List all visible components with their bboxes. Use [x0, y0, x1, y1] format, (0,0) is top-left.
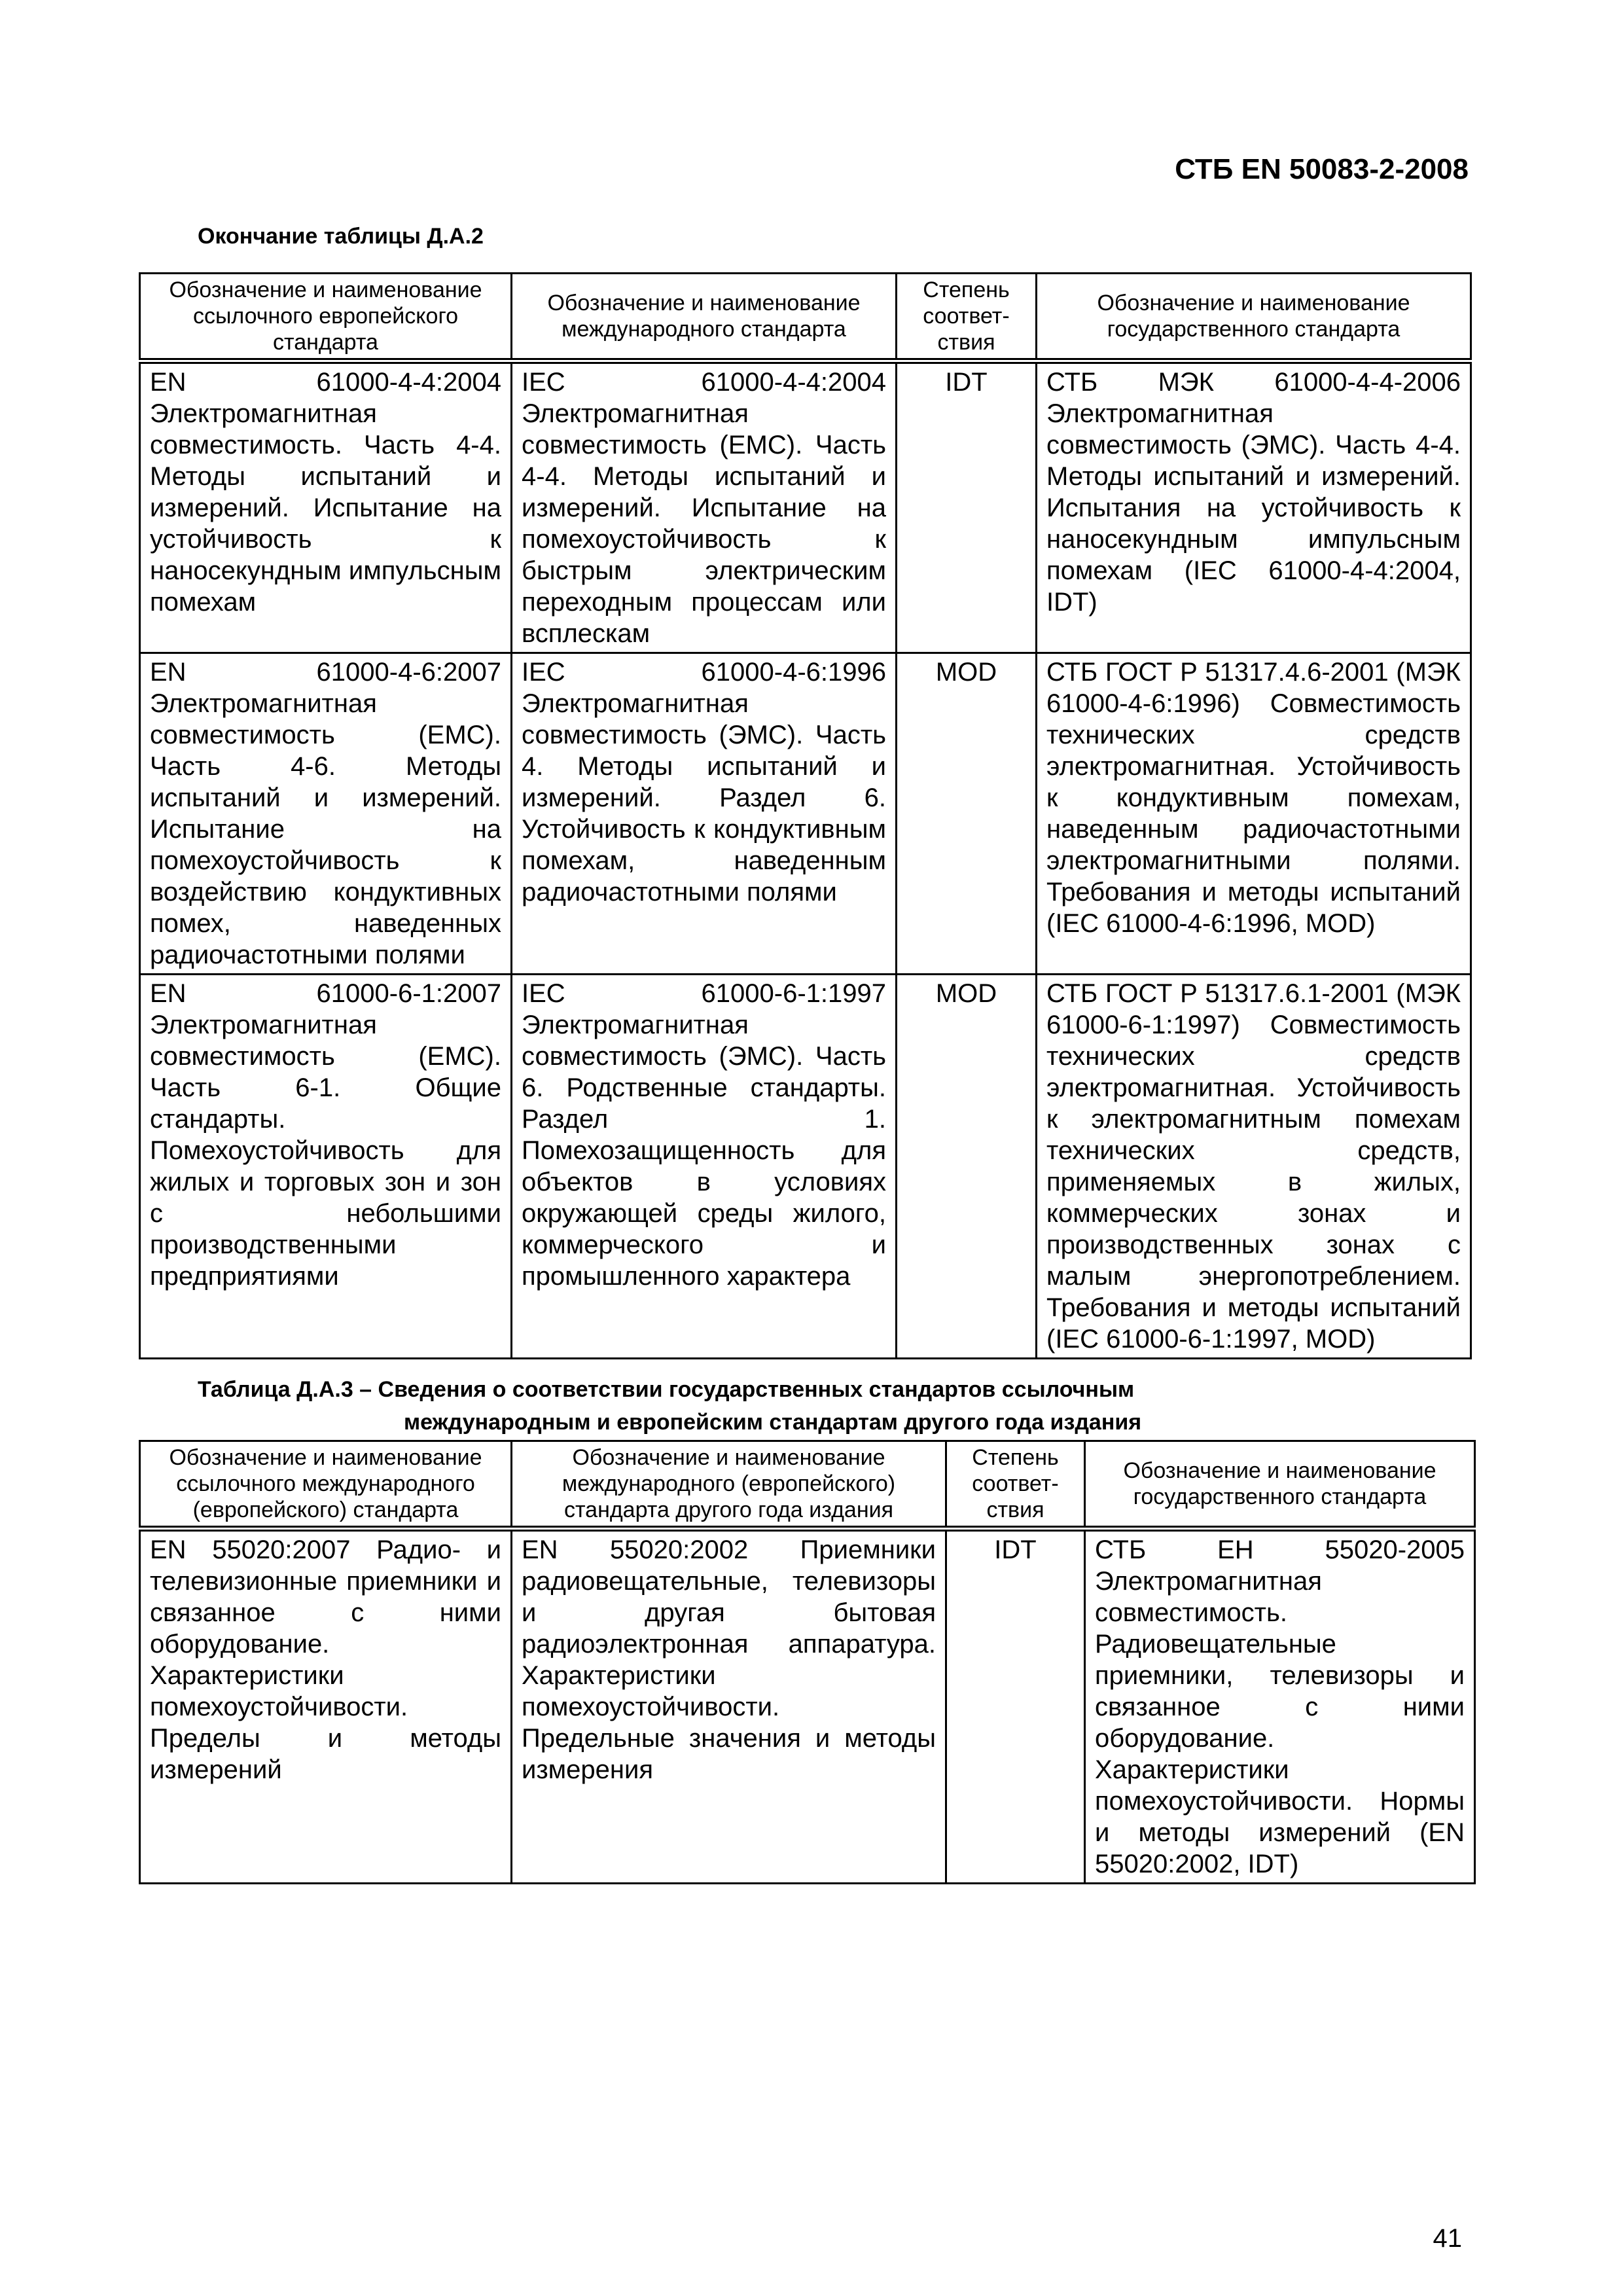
- table2-caption-line2: международным и европейским стандартам другого года издания: [404, 1410, 1142, 1435]
- table2-caption: [198, 1373, 1441, 1439]
- cell-european: EN 61000-4-4:2004 Электромагнитная совместимость. Часть 4-4. Методы испытаний и измерений. Испытание на устойчивость к наносекундным импульсным помехам: [140, 361, 512, 653]
- table-row: [140, 653, 1471, 975]
- cell-international: IEC 61000-4-4:2004 Электромагнитная совместимость (ЕМС). Часть 4-4. Методы испытаний и измерений. Испытание на помехоустойчивость к быстрым электрическим переходным процессам или всплескам: [512, 361, 897, 653]
- page-number: 41: [1433, 2224, 1462, 2253]
- cell-degree: MOD: [897, 975, 1037, 1359]
- table2-caption-line1: Таблица Д.А.3 – Сведения о соответствии государственных стандартов ссылочным: [198, 1377, 1135, 1402]
- table-row: [140, 975, 1471, 1359]
- correspondence-table-da3: [139, 1440, 1476, 1884]
- table1-caption: Окончание таблицы Д.А.2: [198, 224, 484, 249]
- header-european-standard: Обозначение и наименование ссылочного европейского стандарта: [140, 274, 512, 361]
- table-header-row: [140, 274, 1471, 361]
- cell-state: СТБ ГОСТ Р 51317.4.6-2001 (МЭК 61000-4-6:1996) Совместимость технических средств электромагнитная. Устойчивость к кондуктивным помехам, наведенным радиочастотными электромагнитными полями. Требования и методы испытаний (IEC 61000-4-6:1996, MOD): [1037, 653, 1471, 975]
- cell-referenced: EN 55020:2007 Радио- и телевизионные приемники и связанное с ними оборудование. Характеристики помехоустойчивости. Пределы и методы измерений: [140, 1529, 512, 1884]
- cell-degree: MOD: [897, 653, 1037, 975]
- cell-degree: IDT: [897, 361, 1037, 653]
- document-code: СТБ EN 50083-2-2008: [1175, 153, 1469, 185]
- header-degree: Степень соответ-ствия: [946, 1441, 1085, 1529]
- header-other-year-standard: Обозначение и наименование международного (европейского) стандарта другого года издания: [512, 1441, 946, 1529]
- header-referenced-standard: Обозначение и наименование ссылочного международного (европейского) стандарта: [140, 1441, 512, 1529]
- cell-other-year: EN 55020:2002 Приемники радиовещательные, телевизоры и другая бытовая радиоэлектронная аппаратура. Характеристики помехоустойчивости. Предельные значения и методы измерения: [512, 1529, 946, 1884]
- cell-international: IEC 61000-6-1:1997 Электромагнитная совместимость (ЭМС). Часть 6. Родственные стандарты. Раздел 1. Помехозащищенность для объектов в условиях окружающей среды жилого, коммерческого и промышленного характера: [512, 975, 897, 1359]
- table-row: [140, 1529, 1475, 1884]
- cell-state: СТБ ГОСТ Р 51317.6.1-2001 (МЭК 61000-6-1:1997) Совместимость технических средств электромагнитная. Устойчивость к электромагнитным помехам технических средств, применяемых в жилых, коммерческих зонах и производственных зонах с малым энергопотреблением. Требования и методы испытаний (IEC 61000-6-1:1997, MOD): [1037, 975, 1471, 1359]
- header-degree: Степень соответ-ствия: [897, 274, 1037, 361]
- cell-european: EN 61000-6-1:2007 Электромагнитная совместимость (ЕМС). Часть 6-1. Общие стандарты. Помехоустойчивость для жилых и торговых зон и зон с небольшими производственными предприятиями: [140, 975, 512, 1359]
- header-international-standard: Обозначение и наименование международного стандарта: [512, 274, 897, 361]
- cell-state: СТБ МЭК 61000-4-4-2006 Электромагнитная совместимость (ЭМС). Часть 4-4. Методы испытаний и измерений. Испытания на устойчивость к наносекундным импульсным помехам (IEC 61000-4-4:2004, IDT): [1037, 361, 1471, 653]
- correspondence-table-da2: [139, 272, 1472, 1359]
- table-header-row: [140, 1441, 1475, 1529]
- cell-state: СТБ ЕН 55020-2005 Электромагнитная совместимость. Радиовещательные приемники, телевизоры и связанное с ними оборудование. Характеристики помехоустойчивости. Нормы и методы измерений (EN 55020:2002, IDT): [1085, 1529, 1475, 1884]
- cell-european: EN 61000-4-6:2007 Электромагнитная совместимость (ЕМС). Часть 4-6. Методы испытаний и измерений. Испытание на помехоустойчивость к воздействию кондуктивных помех, наведенных радиочастотными полями: [140, 653, 512, 975]
- header-state-standard: Обозначение и наименование государственного стандарта: [1085, 1441, 1475, 1529]
- cell-degree: IDT: [946, 1529, 1085, 1884]
- header-state-standard: Обозначение и наименование государственного стандарта: [1037, 274, 1471, 361]
- table-row: [140, 361, 1471, 653]
- cell-international: IEC 61000-4-6:1996 Электромагнитная совместимость (ЭМС). Часть 4. Методы испытаний и измерений. Раздел 6. Устойчивость к кондуктивным помехам, наведенным радиочастотными полями: [512, 653, 897, 975]
